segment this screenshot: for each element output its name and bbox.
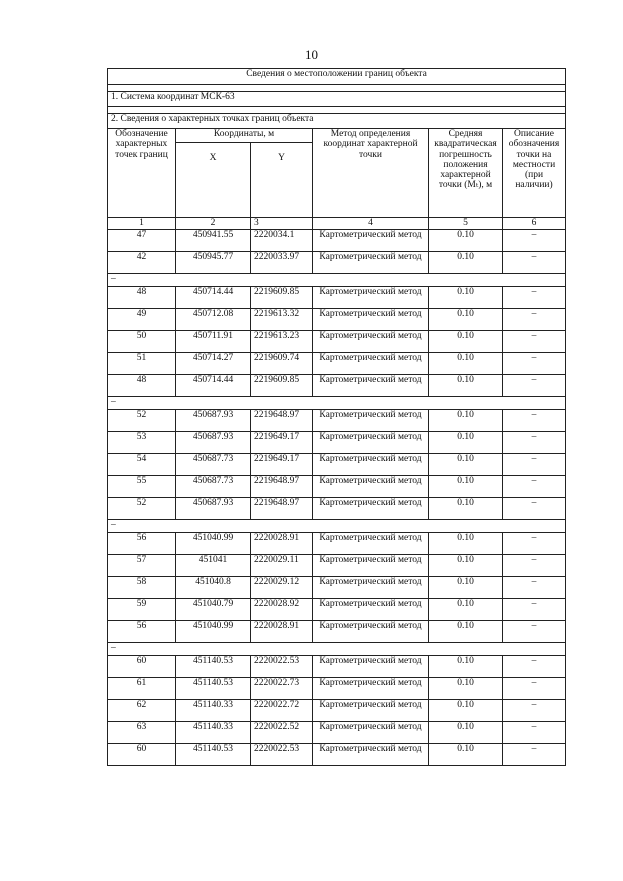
group-separator-text: – xyxy=(108,274,566,287)
table-row xyxy=(108,476,566,498)
description-cell: – xyxy=(503,287,566,309)
y-coordinate-cell: 2219613.32 xyxy=(251,309,313,331)
x-coordinate-cell: 451140.53 xyxy=(176,678,251,700)
y-coordinate-cell: 2220033.97 xyxy=(251,252,313,274)
point-id-cell: 48 xyxy=(108,375,176,397)
header-method: Метод определения координат характерной точки xyxy=(313,129,429,218)
error-cell: 0.10 xyxy=(429,498,503,520)
method-cell: Картометрический метод xyxy=(313,252,429,274)
table-row xyxy=(108,375,566,397)
group-separator-text: – xyxy=(108,520,566,533)
table-row xyxy=(108,656,566,678)
y-coordinate-cell: 2220028.92 xyxy=(251,599,313,621)
x-coordinate-cell: 451040.99 xyxy=(176,621,251,643)
y-coordinate-cell: 2220028.91 xyxy=(251,621,313,643)
y-coordinate-cell: 2220022.53 xyxy=(251,656,313,678)
method-cell: Картометрический метод xyxy=(313,621,429,643)
method-cell: Картометрический метод xyxy=(313,410,429,432)
table-row xyxy=(108,744,566,766)
error-cell: 0.10 xyxy=(429,476,503,498)
error-cell: 0.10 xyxy=(429,287,503,309)
x-coordinate-cell: 450711.91 xyxy=(176,331,251,353)
boundary-points-table xyxy=(107,68,566,766)
method-cell: Картометрический метод xyxy=(313,700,429,722)
point-id-cell: 60 xyxy=(108,744,176,766)
table-row xyxy=(108,454,566,476)
description-cell: – xyxy=(503,454,566,476)
x-coordinate-cell: 450714.44 xyxy=(176,287,251,309)
table-row xyxy=(108,722,566,744)
group-separator-text: – xyxy=(108,643,566,656)
y-coordinate-cell: 2220028.91 xyxy=(251,533,313,555)
method-cell: Картометрический метод xyxy=(313,454,429,476)
x-coordinate-cell: 451140.33 xyxy=(176,722,251,744)
description-cell: – xyxy=(503,599,566,621)
header-designation: Обозначение характерных точек границ xyxy=(108,129,176,218)
description-cell: – xyxy=(503,722,566,744)
point-id-cell: 62 xyxy=(108,700,176,722)
error-cell: 0.10 xyxy=(429,533,503,555)
error-cell: 0.10 xyxy=(429,621,503,643)
point-id-cell: 52 xyxy=(108,410,176,432)
x-coordinate-cell: 450714.27 xyxy=(176,353,251,375)
y-coordinate-cell: 2219609.74 xyxy=(251,353,313,375)
point-id-cell: 42 xyxy=(108,252,176,274)
x-coordinate-cell: 450941.55 xyxy=(176,230,251,252)
method-cell: Картометрический метод xyxy=(313,722,429,744)
x-coordinate-cell: 451040.8 xyxy=(176,577,251,599)
table-title: Сведения о местоположении границ объекта xyxy=(108,69,566,85)
group-separator-row xyxy=(108,274,566,287)
description-cell: – xyxy=(503,230,566,252)
header-description: Описание обозначения точки на местности (при наличии) xyxy=(503,129,566,218)
method-cell: Картометрический метод xyxy=(313,432,429,454)
point-id-cell: 57 xyxy=(108,555,176,577)
description-cell: – xyxy=(503,498,566,520)
description-cell: – xyxy=(503,331,566,353)
coordinate-system: 1. Система координат МСК-63 xyxy=(108,92,566,107)
error-cell: 0.10 xyxy=(429,309,503,331)
y-coordinate-cell: 2220029.11 xyxy=(251,555,313,577)
description-cell: – xyxy=(503,700,566,722)
point-id-cell: 61 xyxy=(108,678,176,700)
x-coordinate-cell: 450714.44 xyxy=(176,375,251,397)
method-cell: Картометрический метод xyxy=(313,744,429,766)
table-row xyxy=(108,555,566,577)
column-number: 3 xyxy=(251,218,313,230)
y-coordinate-cell: 2219649.17 xyxy=(251,454,313,476)
header-y: Y xyxy=(251,143,313,218)
description-cell: – xyxy=(503,476,566,498)
column-number: 1 xyxy=(108,218,176,230)
y-coordinate-cell: 2220029.12 xyxy=(251,577,313,599)
description-cell: – xyxy=(503,678,566,700)
y-coordinate-cell: 2219609.85 xyxy=(251,287,313,309)
point-id-cell: 47 xyxy=(108,230,176,252)
x-coordinate-cell: 451140.53 xyxy=(176,656,251,678)
point-id-cell: 55 xyxy=(108,476,176,498)
table-row xyxy=(108,577,566,599)
x-coordinate-cell: 451040.79 xyxy=(176,599,251,621)
page-number: 10 xyxy=(305,47,318,62)
table-row xyxy=(108,498,566,520)
method-cell: Картометрический метод xyxy=(313,287,429,309)
error-cell: 0.10 xyxy=(429,230,503,252)
table-row xyxy=(108,353,566,375)
header-coordinates: Координаты, м xyxy=(176,129,313,143)
method-cell: Картометрический метод xyxy=(313,678,429,700)
spacer-row xyxy=(108,85,566,92)
method-cell: Картометрический метод xyxy=(313,533,429,555)
point-id-cell: 48 xyxy=(108,287,176,309)
point-id-cell: 54 xyxy=(108,454,176,476)
group-separator-row xyxy=(108,397,566,410)
table-row xyxy=(108,533,566,555)
point-id-cell: 60 xyxy=(108,656,176,678)
method-cell: Картометрический метод xyxy=(313,375,429,397)
point-id-cell: 49 xyxy=(108,309,176,331)
group-separator-text: – xyxy=(108,397,566,410)
table-row xyxy=(108,309,566,331)
point-id-cell: 56 xyxy=(108,533,176,555)
description-cell: – xyxy=(503,621,566,643)
description-cell: – xyxy=(503,309,566,331)
y-coordinate-cell: 2220022.52 xyxy=(251,722,313,744)
description-cell: – xyxy=(503,744,566,766)
point-id-cell: 63 xyxy=(108,722,176,744)
error-cell: 0.10 xyxy=(429,410,503,432)
x-coordinate-cell: 450687.93 xyxy=(176,498,251,520)
error-cell: 0.10 xyxy=(429,744,503,766)
error-cell: 0.10 xyxy=(429,700,503,722)
table-row xyxy=(108,678,566,700)
error-cell: 0.10 xyxy=(429,353,503,375)
x-coordinate-cell: 450712.08 xyxy=(176,309,251,331)
table-row xyxy=(108,230,566,252)
y-coordinate-cell: 2219609.85 xyxy=(251,375,313,397)
y-coordinate-cell: 2219648.97 xyxy=(251,476,313,498)
method-cell: Картометрический метод xyxy=(313,577,429,599)
y-coordinate-cell: 2219649.17 xyxy=(251,432,313,454)
error-cell: 0.10 xyxy=(429,555,503,577)
method-cell: Картометрический метод xyxy=(313,656,429,678)
x-coordinate-cell: 450687.93 xyxy=(176,410,251,432)
table-row xyxy=(108,599,566,621)
error-cell: 0.10 xyxy=(429,252,503,274)
table-row xyxy=(108,432,566,454)
description-cell: – xyxy=(503,656,566,678)
x-coordinate-cell: 451140.33 xyxy=(176,700,251,722)
y-coordinate-cell: 2220022.73 xyxy=(251,678,313,700)
description-cell: – xyxy=(503,353,566,375)
y-coordinate-cell: 2220022.72 xyxy=(251,700,313,722)
method-cell: Картометрический метод xyxy=(313,331,429,353)
x-coordinate-cell: 451040.99 xyxy=(176,533,251,555)
method-cell: Картометрический метод xyxy=(313,599,429,621)
y-coordinate-cell: 2219613.23 xyxy=(251,331,313,353)
y-coordinate-cell: 2220022.53 xyxy=(251,744,313,766)
header-error: Средняя квадратическая погрешность положения характерной точки (Mₜ), м xyxy=(429,129,503,218)
point-id-cell: 53 xyxy=(108,432,176,454)
error-cell: 0.10 xyxy=(429,331,503,353)
x-coordinate-cell: 450687.93 xyxy=(176,432,251,454)
point-id-cell: 59 xyxy=(108,599,176,621)
description-cell: – xyxy=(503,252,566,274)
description-cell: – xyxy=(503,410,566,432)
point-id-cell: 58 xyxy=(108,577,176,599)
table-row xyxy=(108,410,566,432)
error-cell: 0.10 xyxy=(429,375,503,397)
error-cell: 0.10 xyxy=(429,599,503,621)
x-coordinate-cell: 450687.73 xyxy=(176,476,251,498)
description-cell: – xyxy=(503,555,566,577)
table-row xyxy=(108,331,566,353)
error-cell: 0.10 xyxy=(429,722,503,744)
point-id-cell: 50 xyxy=(108,331,176,353)
x-coordinate-cell: 450945.77 xyxy=(176,252,251,274)
method-cell: Картометрический метод xyxy=(313,555,429,577)
column-number: 5 xyxy=(429,218,503,230)
point-id-cell: 52 xyxy=(108,498,176,520)
group-separator-row xyxy=(108,643,566,656)
point-id-cell: 51 xyxy=(108,353,176,375)
description-cell: – xyxy=(503,577,566,599)
x-coordinate-cell: 450687.73 xyxy=(176,454,251,476)
point-id-cell: 56 xyxy=(108,621,176,643)
error-cell: 0.10 xyxy=(429,678,503,700)
method-cell: Картометрический метод xyxy=(313,498,429,520)
x-coordinate-cell: 451140.53 xyxy=(176,744,251,766)
error-cell: 0.10 xyxy=(429,577,503,599)
error-cell: 0.10 xyxy=(429,656,503,678)
section-title: 2. Сведения о характерных точках границ объекта xyxy=(108,114,566,129)
y-coordinate-cell: 2219648.97 xyxy=(251,410,313,432)
column-number: 2 xyxy=(176,218,251,230)
column-number: 4 xyxy=(313,218,429,230)
y-coordinate-cell: 2219648.97 xyxy=(251,498,313,520)
table-row xyxy=(108,621,566,643)
error-cell: 0.10 xyxy=(429,454,503,476)
description-cell: – xyxy=(503,432,566,454)
method-cell: Картометрический метод xyxy=(313,476,429,498)
header-x: X xyxy=(176,143,251,218)
table-row xyxy=(108,700,566,722)
description-cell: – xyxy=(503,533,566,555)
table-row xyxy=(108,287,566,309)
group-separator-row xyxy=(108,520,566,533)
spacer-row xyxy=(108,107,566,114)
method-cell: Картометрический метод xyxy=(313,353,429,375)
description-cell: – xyxy=(503,375,566,397)
x-coordinate-cell: 451041 xyxy=(176,555,251,577)
error-cell: 0.10 xyxy=(429,432,503,454)
method-cell: Картометрический метод xyxy=(313,230,429,252)
table-row xyxy=(108,252,566,274)
method-cell: Картометрический метод xyxy=(313,309,429,331)
y-coordinate-cell: 2220034.1 xyxy=(251,230,313,252)
column-number: 6 xyxy=(503,218,566,230)
